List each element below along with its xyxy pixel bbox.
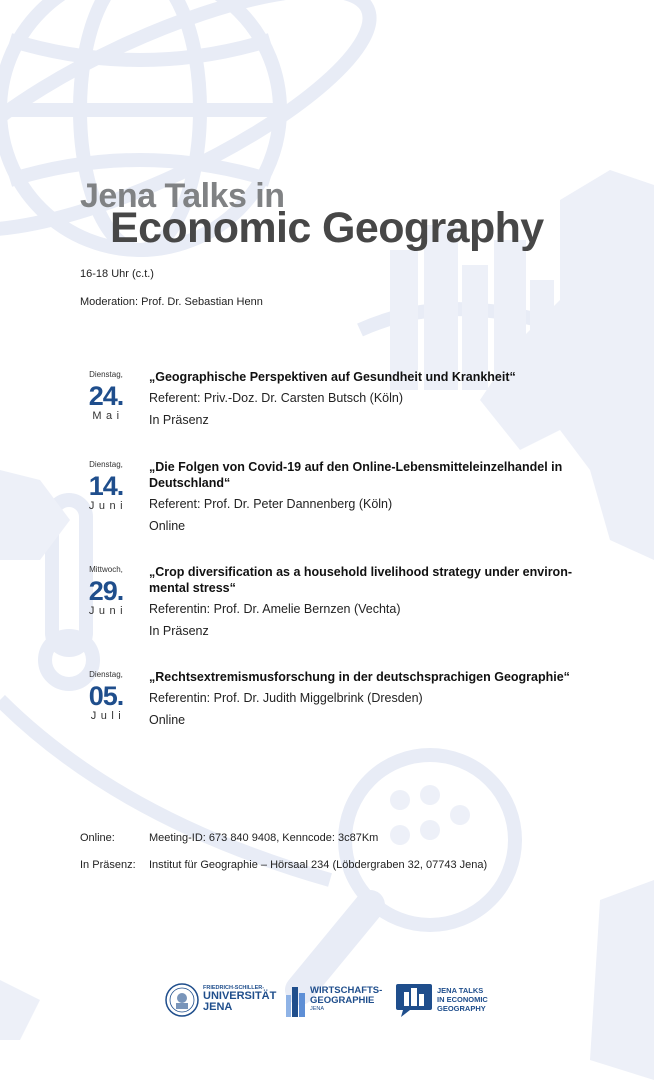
event-title: „Crop diversification as a household livelihood strategy under environ-mental stress“ [149, 565, 572, 595]
event-title: „Die Folgen von Covid-19 auf den Online-Lebensmitteleinzelhandel in Deutschland“ [149, 460, 563, 490]
event-month: Mai [92, 410, 124, 422]
event-title: „Geographische Perspektiven auf Gesundheit und Krankheit“ [149, 370, 516, 384]
jena-talks-logo [395, 978, 495, 1022]
logo-bar [160, 978, 500, 1022]
jena-talks-logo-line-1: JENA TALKS [437, 986, 484, 995]
event-title: „Rechtsextremismusforschung in der deutschsprachigen Geographie“ [149, 670, 570, 684]
event-month: Juni [88, 500, 128, 512]
event-month: Juni [88, 605, 128, 617]
event-month: Juli [90, 710, 126, 722]
building-icon [285, 983, 307, 1017]
university-logo [165, 978, 275, 1022]
presence-label: In Präsenz: [80, 859, 136, 871]
moderation-info: Moderation: Prof. Dr. Sebastian Henn [80, 296, 263, 308]
event-date [80, 565, 132, 618]
presence-value: Institut für Geographie – Hörsaal 234 (Löbdergraben 32, 07743 Jena) [149, 859, 488, 871]
event-speaker: Referent: Priv.-Doz. Dr. Carsten Butsch (Köln) [149, 391, 404, 405]
event-weekday: Dienstag, [89, 460, 123, 469]
event-date [80, 370, 132, 423]
event-mode: In Präsenz [149, 413, 209, 427]
wigeo-logo-line-2: GEOGRAPHIE [310, 995, 375, 1006]
event-weekday: Dienstag, [89, 670, 123, 679]
event-item [149, 564, 579, 639]
title-line-2: Economic Geography [110, 204, 544, 252]
jena-talks-logo-line-3: GEOGRAPHY [437, 1004, 486, 1013]
wigeo-logo [285, 978, 383, 1022]
event-day: 05. [88, 681, 124, 711]
event-item [149, 669, 579, 728]
event-mode: Online [149, 519, 186, 533]
online-label: Online: [80, 832, 115, 844]
online-value: Meeting-ID: 673 840 9408, Kenncode: 3c87Km [149, 832, 379, 844]
event-speaker: Referent: Prof. Dr. Peter Dannenberg (Köln) [149, 497, 393, 511]
event-day: 29. [88, 576, 124, 606]
event-weekday: Dienstag, [89, 370, 123, 379]
jena-talks-logo-line-2: IN ECONOMIC [437, 995, 488, 1004]
wigeo-logo-line-3: JENA [310, 1006, 325, 1012]
speech-bubble-icon [395, 982, 433, 1018]
university-logo-line-3: JENA [203, 1001, 233, 1013]
university-seal-icon [165, 983, 199, 1017]
event-date [80, 670, 132, 723]
event-date [80, 460, 132, 513]
event-day: 24. [88, 381, 124, 411]
wigeo-logo-line-1: WIRTSCHAFTS- [310, 985, 383, 996]
event-weekday: Mittwoch, [89, 565, 123, 574]
time-info: 16-18 Uhr (c.t.) [80, 268, 154, 280]
title-line-1: Jena Talks in [80, 177, 285, 215]
university-logo-line-1: FRIEDRICH-SCHILLER- [203, 985, 265, 991]
event-speaker: Referentin: Prof. Dr. Judith Miggelbrink (Dresden) [149, 691, 423, 705]
event-mode: In Präsenz [149, 624, 209, 638]
event-day: 14. [88, 471, 124, 501]
event-item [149, 369, 579, 428]
event-item [149, 459, 579, 534]
event-mode: Online [149, 713, 186, 727]
event-speaker: Referentin: Prof. Dr. Amelie Bernzen (Vechta) [149, 602, 401, 616]
university-logo-line-2: UNIVERSITÄT [203, 990, 277, 1002]
